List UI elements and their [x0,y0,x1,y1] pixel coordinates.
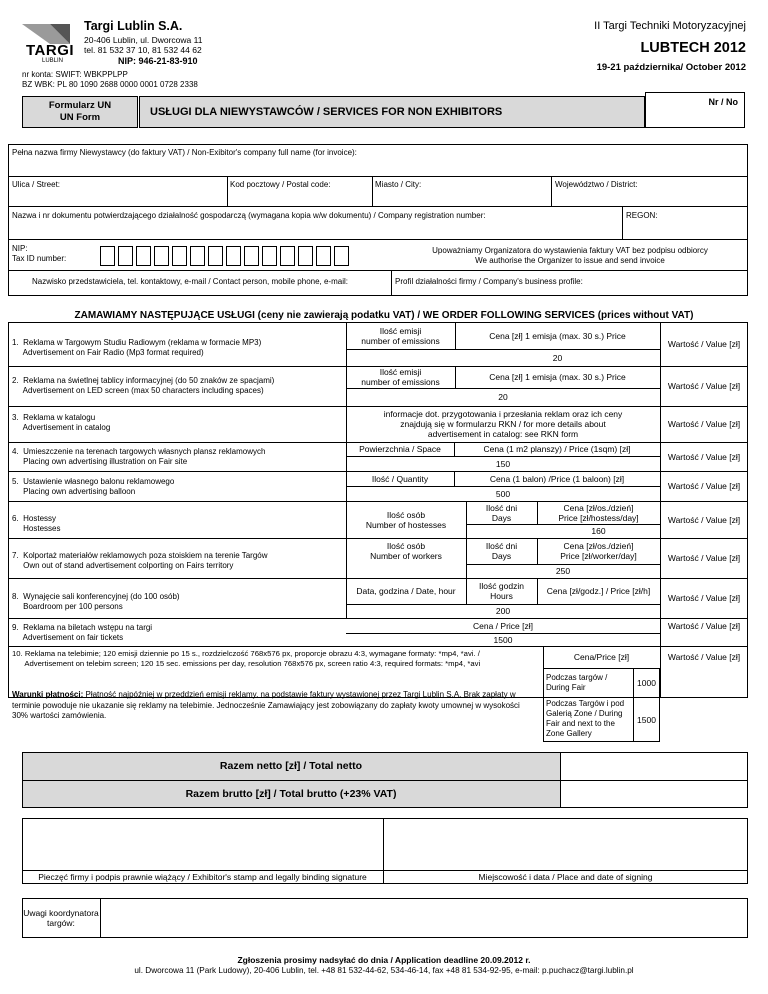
telebim-option-1-price: 1000 [637,677,656,688]
form-title-box [139,96,645,128]
service-1-qty[interactable]: Ilość emisji number of emissions [361,325,440,346]
service-2-price: 20 [498,392,508,402]
payment-terms-title: Warunki płatności: [12,690,84,699]
event-name: LUBTECH 2012 [640,40,746,56]
service-7-price-label: Cena [zł/os./dzień] Price [zł/worker/day] [560,541,637,561]
service-8-label: 8. Wynajęcie sali konferencyjnej (do 100 osób) Boardroom per 100 persons [12,592,180,611]
logo-text: TARGI [26,42,75,59]
service-3-label: 3. Reklama w katalogu Advertisement in catalog [12,413,111,432]
form-nr: Nr / No [708,97,738,107]
company-address: 20-406 Lublin, ul. Dworcowa 11 [84,35,203,45]
coordinator-notes-label: Uwagi koordynatora targów: [23,908,99,928]
service-6-price-label: Cena [zł/os./dzień] Price [zł/hostess/day] [558,502,639,523]
service-5-label: 5. Ustawienie własnego balonu reklamowego Placing own advertising balloon [12,477,175,496]
services-title: ZAMAWIAMY NASTĘPUJĄCE USŁUGI (ceny nie zawierają podatku VAT) / WE ORDER FOLLOWING SERVICES (prices without VAT) [74,310,694,321]
authorise-en: We authorise the Organizer to issue and send invoice [475,256,665,265]
service-10-value[interactable]: Wartość / Value [zł] [667,652,741,662]
registration-field[interactable]: Nazwa i nr dokumentu potwierdzającego działalność gospodarczą (wymagana kopia w/w dokumentu) / Company registration number: [12,211,486,220]
service-8-price: 200 [495,606,511,616]
service-1-label: 1. Reklama w Targowym Studiu Radiowym (reklama w formacie MP3) Advertisement on Fair Radio (Mp3 format required) [12,338,262,357]
tax-id-label: Tax ID number: [12,254,67,263]
service-6-days[interactable]: Ilość dni Days [485,502,518,523]
stamp-signature-label: Pieczęć firmy i podpis prawnie wiążący / Exhibitor's stamp and legally binding signature [38,872,367,882]
form-id-box [22,96,138,128]
service-4-price: 150 [495,458,511,469]
service-6-label: 6. Hostessy Hostesses [12,514,61,533]
service-7-value[interactable]: Wartość / Value [zł] [667,553,741,563]
service-4-label: 4. Umieszczenie na terenach targowych własnych plansz reklamowych Placing own advertising illustration on Fair site [12,447,266,466]
service-8-date[interactable]: Data, godzina / Date, hour [356,586,456,596]
service-7-persons[interactable]: Ilość osób Number of workers [370,541,442,561]
service-7-label: 7. Kolportaż materiałów reklamowych poza stoiskiem na terenie Targów Own out of stand advertisement colporting on Fairs territory [12,551,268,570]
service-1-price-label: Cena [zł] 1 emisja (max. 30 s.) Price [489,330,626,341]
total-brutto-value[interactable] [561,781,747,807]
service-10-label: 10. Reklama na telebimie; 120 emisji dziennie po 15 s., rozdzielczość 768x576 px, proporcje obrazu 4:3, wymagane formaty: *mp4, *avi. / Advertisement on telebim screen; 120 15 sec. emissions per day, resolution 768x576 px, screen ratio 4:3, required formats: *mp4, *avi [12,649,481,668]
service-9-price-label: Cena / Price [zł] [473,620,533,631]
district-field[interactable]: Województwo / District: [555,180,638,189]
contact-person-field[interactable]: Nazwisko przedstawiciela, tel. kontaktowy, e-mail / Contact person, mobile phone, e-mail: [32,277,348,286]
service-5-qty[interactable]: Ilość / Quantity [371,473,429,484]
company-full-name-field[interactable]: Pełna nazwa firmy Niewystawcy (do faktury VAT) / Non-Exibitor's company full name (for invoice): [12,148,357,157]
service-7-price: 250 [555,566,571,576]
service-2-value[interactable]: Wartość / Value [zł] [667,381,741,391]
service-8-hours[interactable]: Ilość godzin Hours [479,581,524,601]
place-date-label: Miejscowość i data / Place and date of signing [478,872,653,882]
total-netto-value[interactable] [561,753,747,780]
event-date: 19-21 października/ October 2012 [596,62,746,73]
service-9-value[interactable]: Wartość / Value [zł] [667,620,741,631]
place-date-field[interactable] [384,819,747,869]
total-brutto-label: Razem brutto [zł] / Total brutto (+23% VAT) [185,788,397,800]
service-1-value[interactable]: Wartość / Value [zł] [667,339,741,349]
company-name: Targi Lublin S.A. [84,19,183,33]
telebim-option-2-price: 1500 [637,714,656,725]
company-nip: NIP: 946-21-83-910 [118,56,198,66]
bank-account: BZ WBK: PL 80 1090 2688 0000 0001 0728 2338 [22,80,198,89]
service-4-space[interactable]: Powierzchnia / Space [359,444,441,454]
footer-deadline: Zgłoszenia prosimy nadsyłać do dnia / Application deadline 20.09.2012 r. [237,955,531,965]
postal-code-field[interactable]: Kod pocztowy / Postal code: [230,180,331,189]
service-5-price: 500 [495,488,511,499]
service-6-price: 160 [591,526,606,536]
service-8-value[interactable]: Wartość / Value [zł] [667,593,741,603]
service-2-label: 2. Reklama na świetlnej tablicy informacyjnej (do 50 znaków ze spacjami) Advertisement on LED screen (max 50 characters including spaces) [12,376,275,395]
logo-sub: LUBLIN [42,58,64,64]
service-6-persons[interactable]: Ilość osób Number of hostesses [365,509,447,530]
service-5-price-label: Cena (1 balon) /Price (1 baloon) [zł] [489,473,625,484]
stamp-signature-field[interactable] [23,819,382,869]
company-phone: tel. 81 532 37 10, 81 532 44 62 [84,45,202,55]
total-netto-label: Razem netto [zł] / Total netto [219,760,363,772]
service-9-label: 9. Reklama na biletach wstępu na targi Advertisement on fair tickets [12,623,153,642]
service-2-qty[interactable]: Ilość emisji number of emissions [361,367,440,387]
nip-boxes[interactable] [100,246,352,268]
form-nr-box[interactable] [645,92,745,128]
service-4-price-label: Cena (1 m2 planszy) / Price (1sqm) [zł] [483,444,631,454]
footer-contact: ul. Dworcowa 11 (Park Ludowy), 20-406 Lublin, tel. +48 81 532-44-62, 534-46-14, fax +48 81 534-92-95, e-mail: p.puchacz@targi.lublin.pl [134,966,634,975]
telebim-option-1[interactable]: Podczas targów / During Fair [546,673,608,692]
service-9-price: 1500 [493,634,513,645]
service-3-info: informacje dot. przygotowania i przesłania reklam oraz ich ceny znajdują się w formularzu RKN / for more details about advertisement in catalog: see RKN form [383,409,623,439]
service-6-value[interactable]: Wartość / Value [zł] [667,514,741,525]
service-8-price-label: Cena [zł/godz.] / Price [zł/h] [546,586,651,596]
city-field[interactable]: Miasto / City: [375,180,422,189]
payment-terms [12,690,532,722]
street-field[interactable]: Ulica / Street: [12,180,61,189]
service-10-price-label: Cena/Price [zł] [573,652,630,662]
service-7-days[interactable]: Ilość dni Days [485,541,518,561]
service-2-price-label: Cena [zł] 1 emisja (max. 30 s.) Price [489,372,626,382]
service-3-value[interactable]: Wartość / Value [zł] [667,419,741,429]
form-title: USŁUGI DLA NIEWYSTAWCÓW / SERVICES FOR NON EXHIBITORS [150,106,503,118]
service-4-value[interactable]: Wartość / Value [zł] [667,451,741,462]
service-5-value[interactable]: Wartość / Value [zł] [667,481,741,491]
coordinator-notes-field[interactable] [101,899,747,937]
event-line: II Targi Techniki Motoryzacyjnej [594,20,746,32]
bank-swift: nr konta: SWIFT: WBKPPLPP [22,70,128,79]
nip-label: NIP: [12,244,28,253]
regon-field[interactable]: REGON: [626,211,658,220]
business-profile-field[interactable]: Profil działalności firmy / Company's business profile: [395,277,583,286]
payment-terms-text: Płatność najpóźniej w przeddzień emisji reklamy, na podstawie faktury wystawionej przez Targi Lublin S.A. Brak zapłaty w terminie powoduje nie ukazanie się reklamy na telebimie. Jednocześnie Zamawiający jest zobowiązany do zapłaty kwoty umownej w wysokości 30% wartości zamówienia. [12,690,520,720]
form-id: Formularz UN UN Form [48,100,112,123]
authorise-pl: Upoważniamy Organizatora do wystawienia faktury VAT bez podpisu odbiorcy [432,246,708,255]
service-1-price: 20 [552,352,563,363]
telebim-option-2[interactable]: Podczas Targów i pod Galerią Zone / During Fair and next to the Zone Gallery [546,699,625,738]
